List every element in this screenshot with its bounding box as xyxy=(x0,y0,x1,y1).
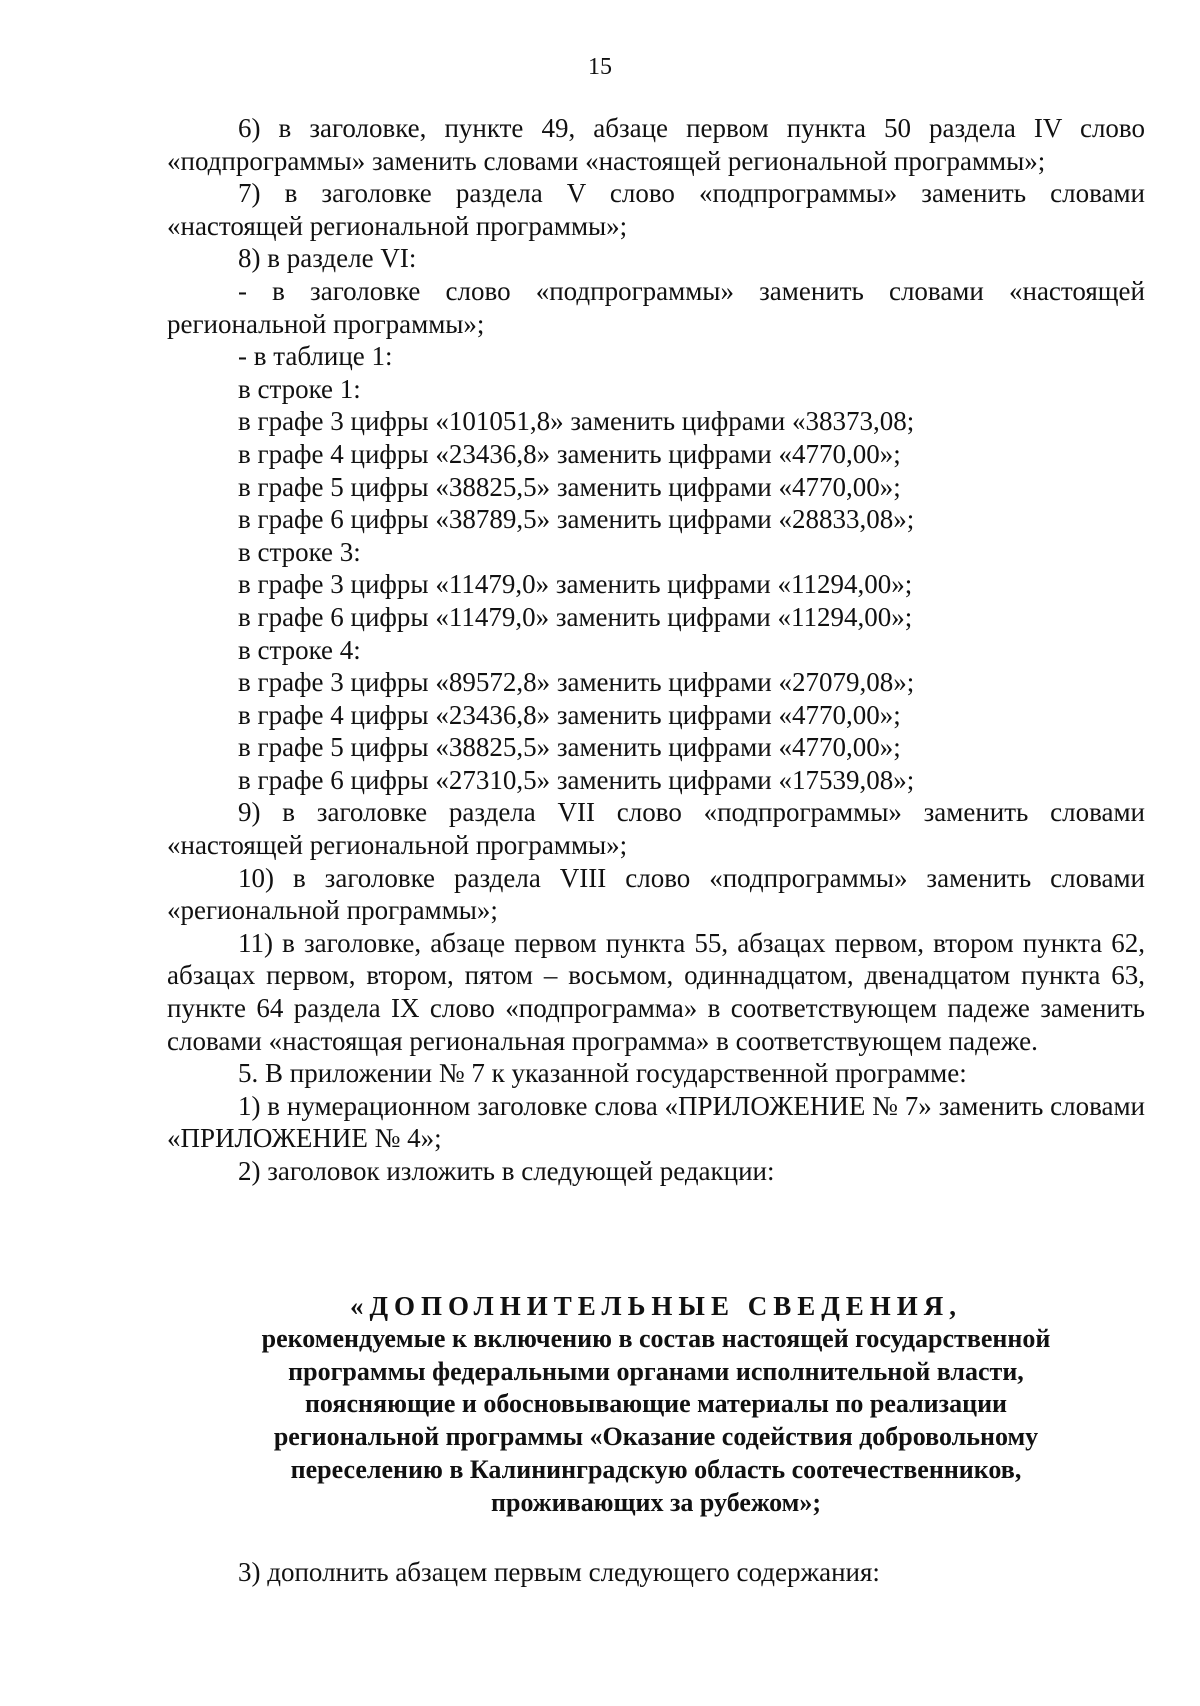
paragraph: в строке 4: xyxy=(238,634,361,665)
paragraph: в графе 4 цифры «23436,8» заменить цифрами «4770,00»; xyxy=(238,438,901,469)
paragraph: 1) в нумерационном заголовке слова «ПРИЛОЖЕНИЕ № 7» заменить словами «ПРИЛОЖЕНИЕ № 4»; xyxy=(167,1090,1145,1154)
paragraph: 2) заголовок изложить в следующей редакции: xyxy=(238,1156,775,1186)
appendix-heading-line: проживающих за рубежом»; xyxy=(491,1487,821,1517)
paragraph: 9) в заголовке раздела VII слово «подпрограммы» заменить словами «настоящей региональной программы»; xyxy=(167,797,1145,861)
paragraph: в графе 3 цифры «89572,8» заменить цифрами «27079,08»; xyxy=(238,667,915,698)
amendments-body xyxy=(167,112,1145,1188)
page-number: 15 xyxy=(588,54,612,80)
appendix-heading-line: региональной программы «Оказание содействия добровольному xyxy=(273,1422,1039,1452)
paragraph: в графе 3 цифры «11479,0» заменить цифрами «11294,00»; xyxy=(238,569,913,600)
paragraph: - в таблице 1: xyxy=(238,341,393,372)
paragraph: - в заголовке слово «подпрограммы» заменить словами «настоящей региональной программы»; xyxy=(167,275,1145,339)
appendix-heading-line: рекомендуемые к включению в состав настоящей государственной xyxy=(261,1323,1051,1353)
paragraph: в графе 5 цифры «38825,5» заменить цифрами «4770,00»; xyxy=(238,732,901,763)
appendix-heading-line: программы федеральными органами исполнительной власти, xyxy=(288,1356,1024,1386)
appendix-heading xyxy=(167,1290,1145,1520)
paragraph: 5. В приложении № 7 к указанной государственной программе: xyxy=(238,1058,967,1089)
closing-paragraph xyxy=(167,1556,1145,1589)
paragraph: 6) в заголовке, пункте 49, абзаце первом пункта 50 раздела IV слово «подпрограммы» заменить словами «настоящей региональной программы»; xyxy=(167,113,1145,176)
paragraph: в графе 6 цифры «27310,5» заменить цифрами «17539,08»; xyxy=(238,764,915,795)
paragraph: в графе 4 цифры «23436,8» заменить цифрами «4770,00»; xyxy=(238,699,901,730)
appendix-heading-title: «ДОПОЛНИТЕЛЬНЫЕ СВЕДЕНИЯ, xyxy=(349,1291,963,1321)
appendix-heading-line: переселению в Калининградскую область соотечественников, xyxy=(290,1454,1022,1484)
paragraph: в строке 1: xyxy=(238,373,361,404)
paragraph: в графе 6 цифры «11479,0» заменить цифрами «11294,00»; xyxy=(238,601,913,632)
paragraph: в графе 6 цифры «38789,5» заменить цифрами «28833,08»; xyxy=(238,504,915,535)
paragraph: 3) дополнить абзацем первым следующего содержания: xyxy=(238,1557,880,1587)
paragraph: 7) в заголовке раздела V слово «подпрограммы» заменить словами «настоящей региональной программы»; xyxy=(167,178,1145,241)
paragraph: 8) в разделе VI: xyxy=(238,243,417,274)
paragraph: в графе 5 цифры «38825,5» заменить цифрами «4770,00»; xyxy=(238,471,901,502)
paragraph: 11) в заголовке, абзаце первом пункта 55, абзацах первом, втором пункта 62, абзацах первом, втором, пятом – восьмом, одиннадцатом, двенадцатом пункта 63, пункте 64 раздела IX слово «подпрограмма» в соответствующем падеже заменить словами «настоящая региональная программа» в соответствующем падеже. xyxy=(167,927,1145,1056)
paragraph: 10) в заголовке раздела VIII слово «подпрограммы» заменить словами «региональной программы»; xyxy=(167,862,1145,926)
paragraph: в графе 3 цифры «101051,8» заменить цифрами «38373,08; xyxy=(238,406,915,437)
paragraph: в строке 3: xyxy=(238,536,361,567)
appendix-heading-line: поясняющие и обосновывающие материалы по реализации xyxy=(304,1389,1008,1419)
